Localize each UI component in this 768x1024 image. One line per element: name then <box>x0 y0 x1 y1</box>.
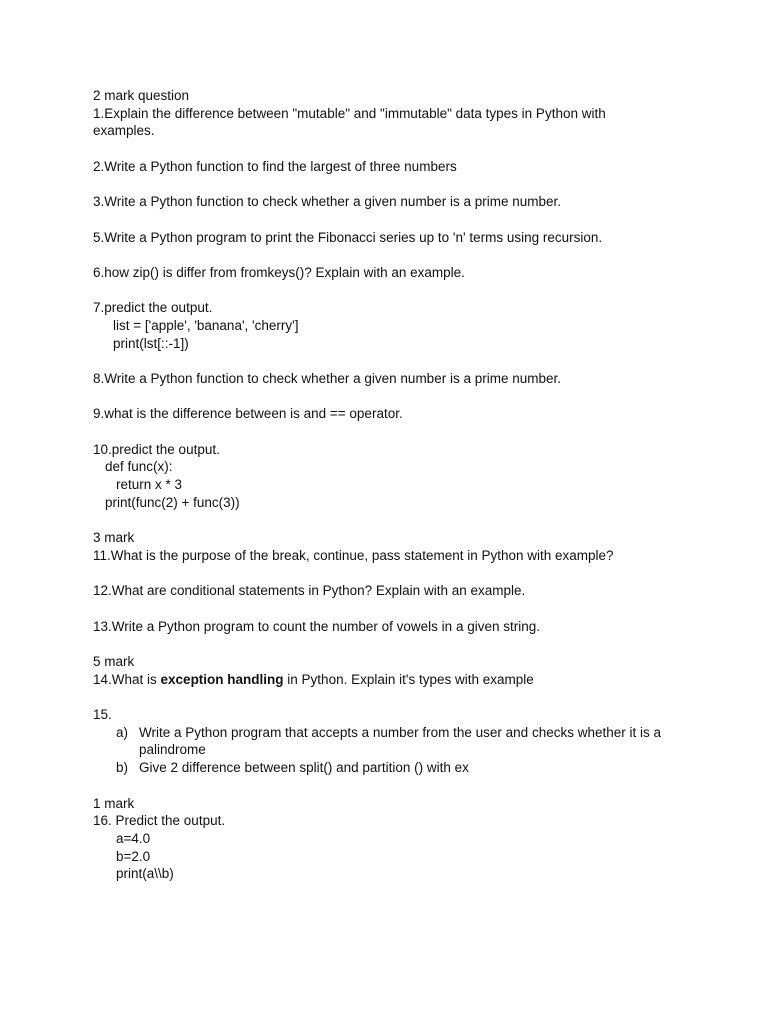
question-14-suffix: in Python. Explain it's types with example <box>283 671 534 687</box>
question-12: 12.What are conditional statements in Python? Explain with an example. <box>93 583 526 599</box>
question-10: 10.predict the output. <box>93 441 220 457</box>
section-heading-5-mark: 5 mark <box>93 654 135 669</box>
question-1-line-1: 1.Explain the difference between "mutable" and "immutable" data types in Python with <box>93 105 606 121</box>
list-marker: b) <box>116 760 129 776</box>
section-heading-3-mark: 3 mark <box>93 530 135 546</box>
question-10-code-line: print(func(2) + func(3)) <box>105 494 240 510</box>
question-7: 7.predict the output. <box>93 300 213 316</box>
question-1-line-2: examples. <box>93 123 155 139</box>
question-9: 9.what is the difference between is and == operator. <box>93 406 403 422</box>
section-heading-1-mark: 1 mark <box>93 795 135 811</box>
question-15-part-a-text: Write a Python program that accepts a number from the user and checks whether it is a palindrome <box>139 724 661 758</box>
question-13: 13.Write a Python program to count the number of vowels in a given string. <box>93 618 540 634</box>
question-8: 8.Write a Python function to check whether a given number is a prime number. <box>93 371 561 386</box>
question-15-part-a <box>93 724 683 759</box>
question-15-part-b-text: Give 2 difference between split() and partition () with ex <box>139 760 469 776</box>
question-10-code-line: def func(x): <box>105 459 173 475</box>
question-10-code-line: return x * 3 <box>116 477 183 493</box>
question-7-code-line: print(lst[::-1]) <box>113 335 189 351</box>
question-16-code-line: b=2.0 <box>116 848 151 864</box>
question-16-code-line: a=4.0 <box>116 830 151 846</box>
question-14-prefix: 14.What is <box>93 671 161 687</box>
question-3: 3.Write a Python function to check whether a given number is a prime number. <box>93 194 561 210</box>
question-16-code-line: print(a\\b) <box>116 866 174 882</box>
question-paper <box>93 87 683 883</box>
question-16: 16. Predict the output. <box>93 813 226 829</box>
question-15-part-b <box>93 759 683 777</box>
list-marker: a) <box>116 724 129 740</box>
question-11: 11.What is the purpose of the break, continue, pass statement in Python with example? <box>93 547 614 563</box>
question-15: 15. <box>93 707 112 723</box>
question-14 <box>93 671 683 689</box>
question-14-bold-term: exception handling <box>160 671 284 687</box>
question-6: 6.how zip() is differ from fromkeys()? Explain with an example. <box>93 264 465 280</box>
question-7-code-line: list = ['apple', 'banana', 'cherry'] <box>113 317 299 333</box>
question-2: 2.Write a Python function to find the largest of three numbers <box>93 158 457 174</box>
question-5: 5.Write a Python program to print the Fibonacci series up to 'n' terms using recursion. <box>93 229 603 245</box>
section-heading-2-mark: 2 mark question <box>93 88 190 103</box>
